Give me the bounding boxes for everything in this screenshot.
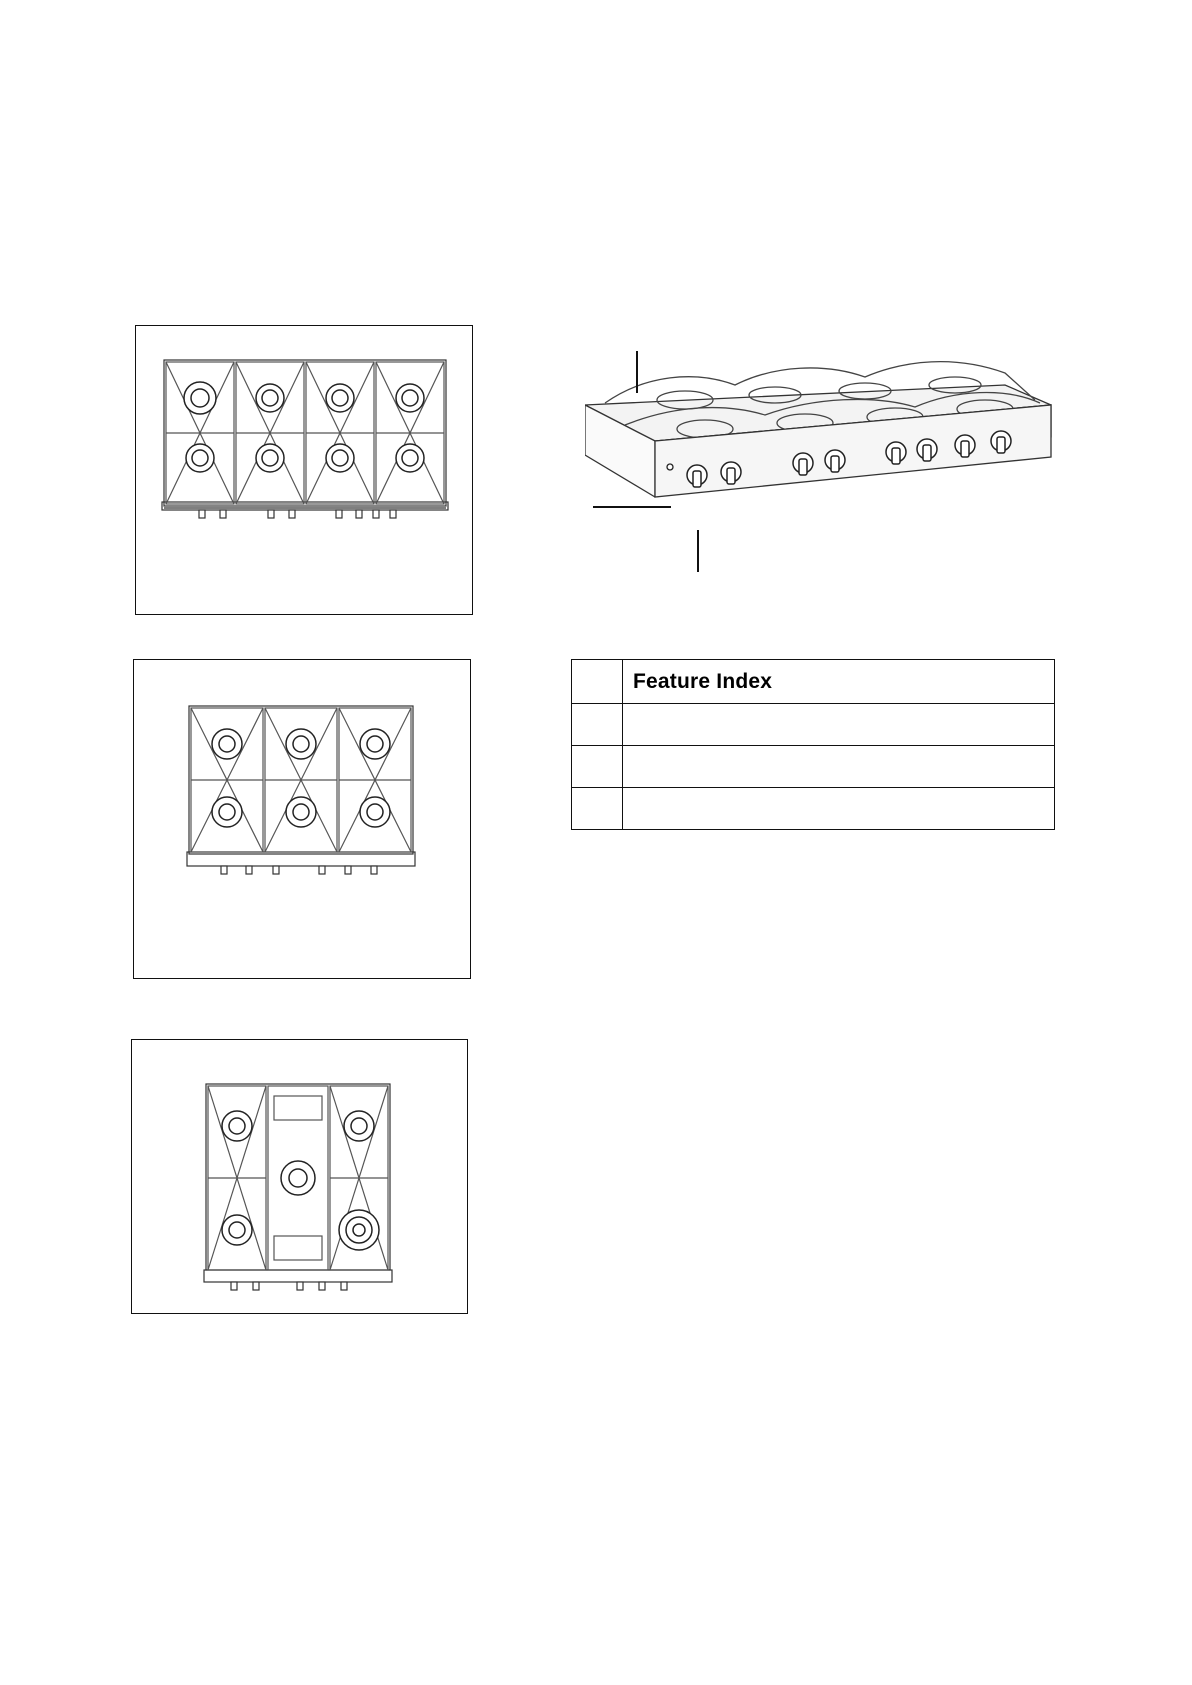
cooktop-perspective-illustration (585, 345, 1055, 575)
cooktop-5-burner-illustration (132, 1040, 469, 1315)
feature-index-row (572, 746, 1055, 788)
cooktop-8-burner-frame (135, 325, 473, 615)
callout-leader-knob-panel (697, 530, 699, 572)
cooktop-6-burner-frame (133, 659, 471, 979)
cooktop-5-burner-frame (131, 1039, 468, 1314)
feature-index-number-cell (572, 746, 623, 788)
cooktop-6-burner-illustration (134, 660, 472, 980)
feature-index-header-row (572, 660, 1055, 704)
feature-index-header-number-cell (572, 660, 623, 704)
feature-index-label-cell (623, 746, 1055, 788)
feature-index-row (572, 788, 1055, 830)
feature-index-number-cell (572, 788, 623, 830)
cooktop-8-burner-illustration (136, 326, 474, 616)
feature-index-table (571, 659, 1055, 830)
feature-index-row (572, 704, 1055, 746)
feature-index-label-cell (623, 788, 1055, 830)
feature-index-title: Feature Index (623, 660, 1055, 704)
callout-leader-grate (636, 351, 638, 393)
feature-index-label-cell (623, 704, 1055, 746)
feature-index-number-cell (572, 704, 623, 746)
callout-leader-ignition (593, 506, 671, 508)
